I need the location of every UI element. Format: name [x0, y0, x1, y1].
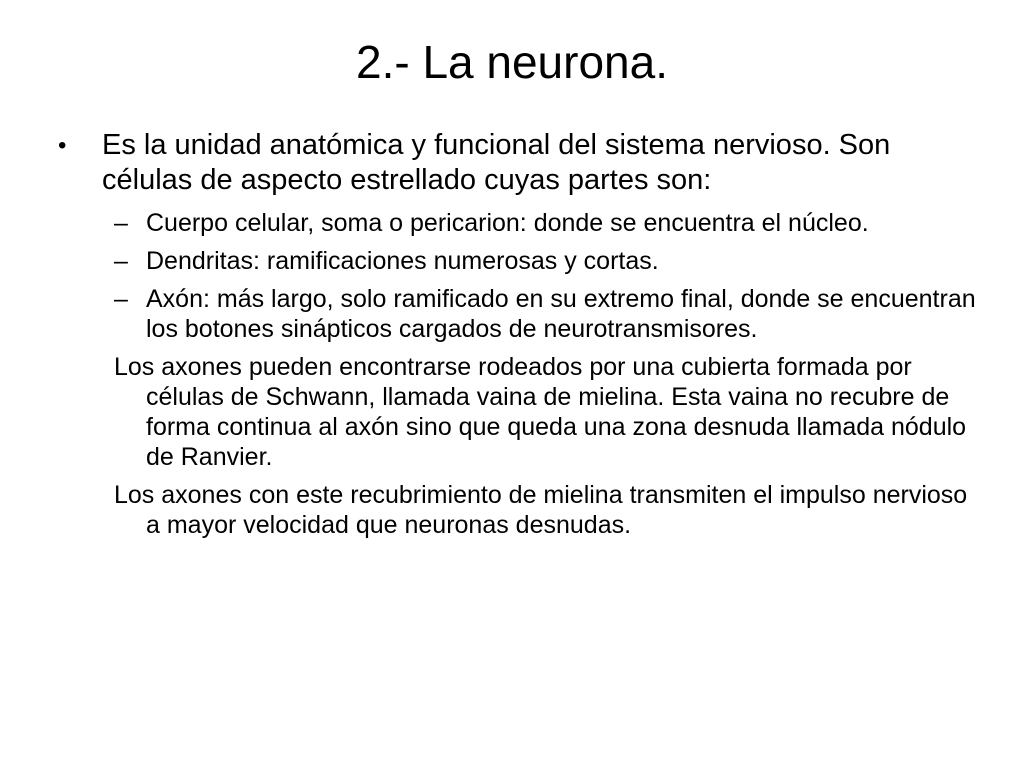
- dash-icon: –: [114, 209, 128, 237]
- sub-point-dendritas: [58, 246, 978, 276]
- dash-icon: –: [114, 247, 128, 275]
- sub-point-text: Cuerpo celular, soma o pericarion: donde se encuentra el núcleo.: [146, 209, 869, 237]
- sub-point-text: Dendritas: ramificaciones numerosas y cortas.: [146, 247, 659, 275]
- bullet-icon: •: [58, 132, 67, 159]
- paragraph-velocidad-impulso: Los axones con este recubrimiento de mielina transmiten el impulso nervioso a mayor velocidad que neuronas desnudas.: [114, 481, 968, 539]
- slide-title: 2.- La neurona.: [355, 36, 668, 88]
- main-bullet-text: Es la unidad anatómica y funcional del sistema nervioso. Son células de aspecto estrellado cuyas partes son:: [102, 129, 891, 196]
- slide-content: [58, 128, 978, 548]
- main-bullet-point: [58, 128, 978, 198]
- sub-point-cuerpo-celular: [58, 208, 978, 238]
- dash-icon: –: [114, 285, 128, 313]
- sub-point-text: Axón: más largo, solo ramificado en su extremo final, donde se encuentran los botones sinápticos cargados de neurotransmisores.: [146, 285, 976, 343]
- paragraph-vaina-mielina: Los axones pueden encontrarse rodeados por una cubierta formada por células de Schwann, llamada vaina de mielina. Esta vaina no recubre de forma continua al axón sino que queda una zona desnuda llamada nódulo de Ranvier.: [114, 353, 967, 471]
- sub-point-axon: [58, 284, 978, 344]
